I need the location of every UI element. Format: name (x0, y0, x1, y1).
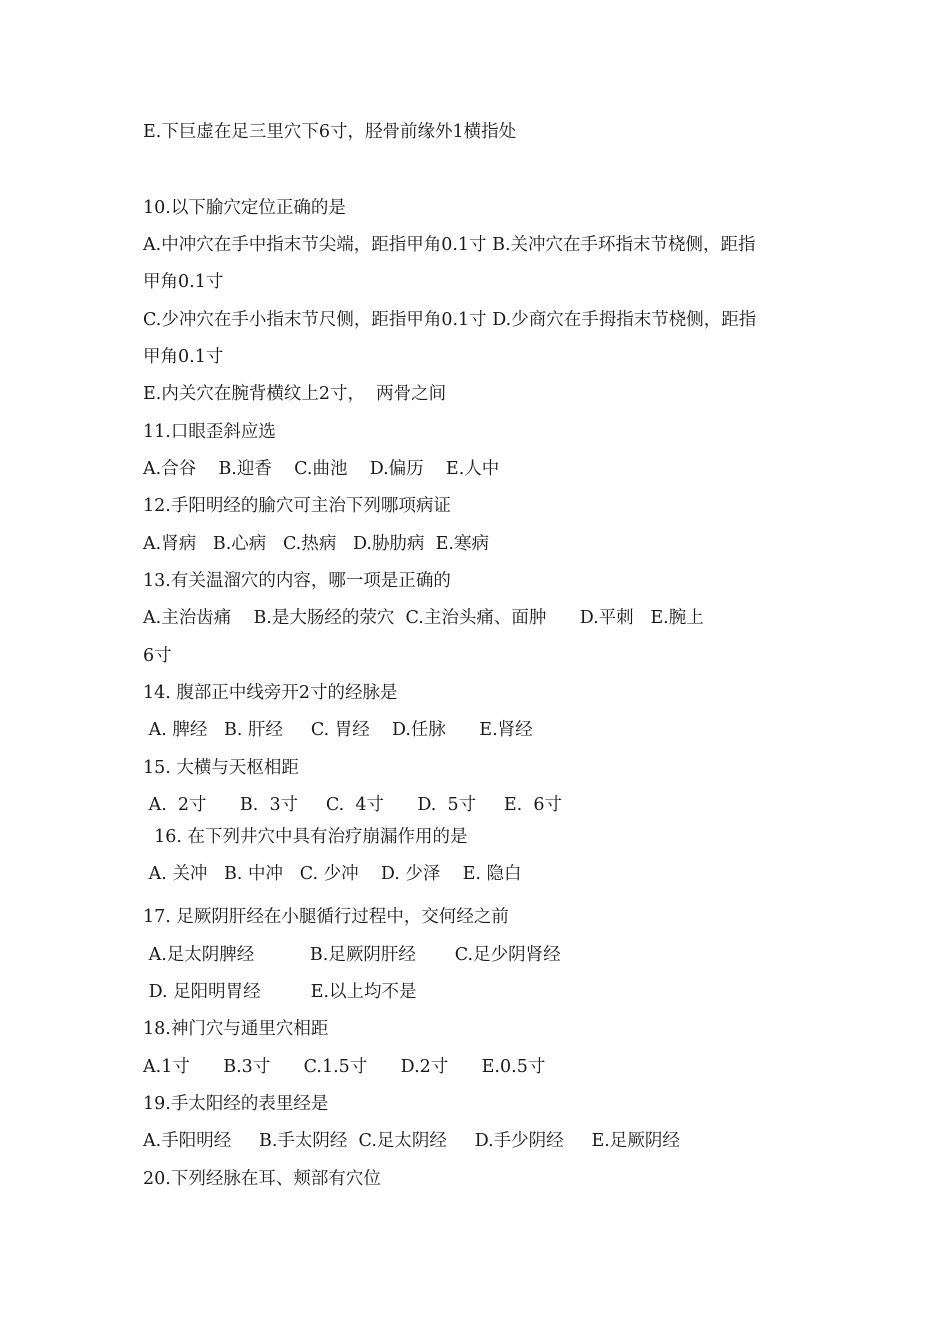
question-line: 19.手太阳经的表里经是 (143, 1094, 329, 1114)
option-line: A.主治齿痛 B.是大肠经的荥穴 C.主治头痛、面肿 D.平刺 E.腕上 (143, 608, 704, 628)
option-line: E.下巨虚在足三里穴下6寸，胫骨前缘外1横指处 (143, 122, 517, 142)
option-line: C.少冲穴在手小指末节尺侧，距指甲角0.1寸 D.少商穴在手拇指末节桡侧，距指 (143, 310, 757, 330)
question-line: 18.神门穴与通里穴相距 (143, 1019, 329, 1039)
question-line: 10.以下腧穴定位正确的是 (143, 198, 346, 218)
option-line: A. 关冲 B. 中冲 C. 少冲 D. 少泽 E. 隐白 (143, 864, 522, 884)
option-line: 6寸 (143, 646, 172, 666)
option-line: 甲角0.1寸 (143, 347, 224, 367)
option-line: A.合谷 B.迎香 C.曲池 D.偏历 E.人中 (143, 459, 500, 479)
question-line: 11.口眼歪斜应选 (143, 422, 276, 442)
option-line: A. 脾经 B. 肝经 C. 胃经 D.任脉 E.肾经 (143, 720, 533, 740)
question-line: 20.下列经脉在耳、颊部有穴位 (143, 1169, 381, 1189)
option-line: A.肾病 B.心病 C.热病 D.胁肋病 E.寒病 (143, 534, 489, 554)
option-line: A.手阳明经 B.手太阴经 C.足太阴经 D.手少阴经 E.足厥阴经 (143, 1131, 680, 1151)
question-line: 12.手阳明经的腧穴可主治下列哪项病证 (143, 496, 451, 516)
question-line: 16. 在下列井穴中具有治疗崩漏作用的是 (143, 827, 468, 847)
question-line: 15. 大横与天枢相距 (143, 758, 299, 778)
option-line: A. 2寸 B. 3寸 C. 4寸 D. 5寸 E. 6寸 (143, 795, 562, 815)
question-line: 17. 足厥阴肝经在小腿循行过程中，交何经之前 (143, 907, 509, 927)
question-line: 14. 腹部正中线旁开2寸的经脉是 (143, 683, 398, 703)
option-line: E.内关穴在腕背横纹上2寸， 两骨之间 (143, 384, 447, 404)
option-line: A.足太阴脾经 B.足厥阴肝经 C.足少阴肾经 (143, 945, 561, 965)
option-line: D. 足阳明胃经 E.以上均不是 (143, 982, 417, 1002)
option-line: 甲角0.1寸 (143, 272, 224, 292)
question-line: 13.有关温溜穴的内容，哪一项是正确的 (143, 571, 451, 591)
option-line: A.1寸 B.3寸 C.1.5寸 D.2寸 E.0.5寸 (143, 1057, 546, 1077)
option-line: A.中冲穴在手中指末节尖端，距指甲角0.1寸 B.关冲穴在手环指末节桡侧，距指 (143, 235, 756, 255)
